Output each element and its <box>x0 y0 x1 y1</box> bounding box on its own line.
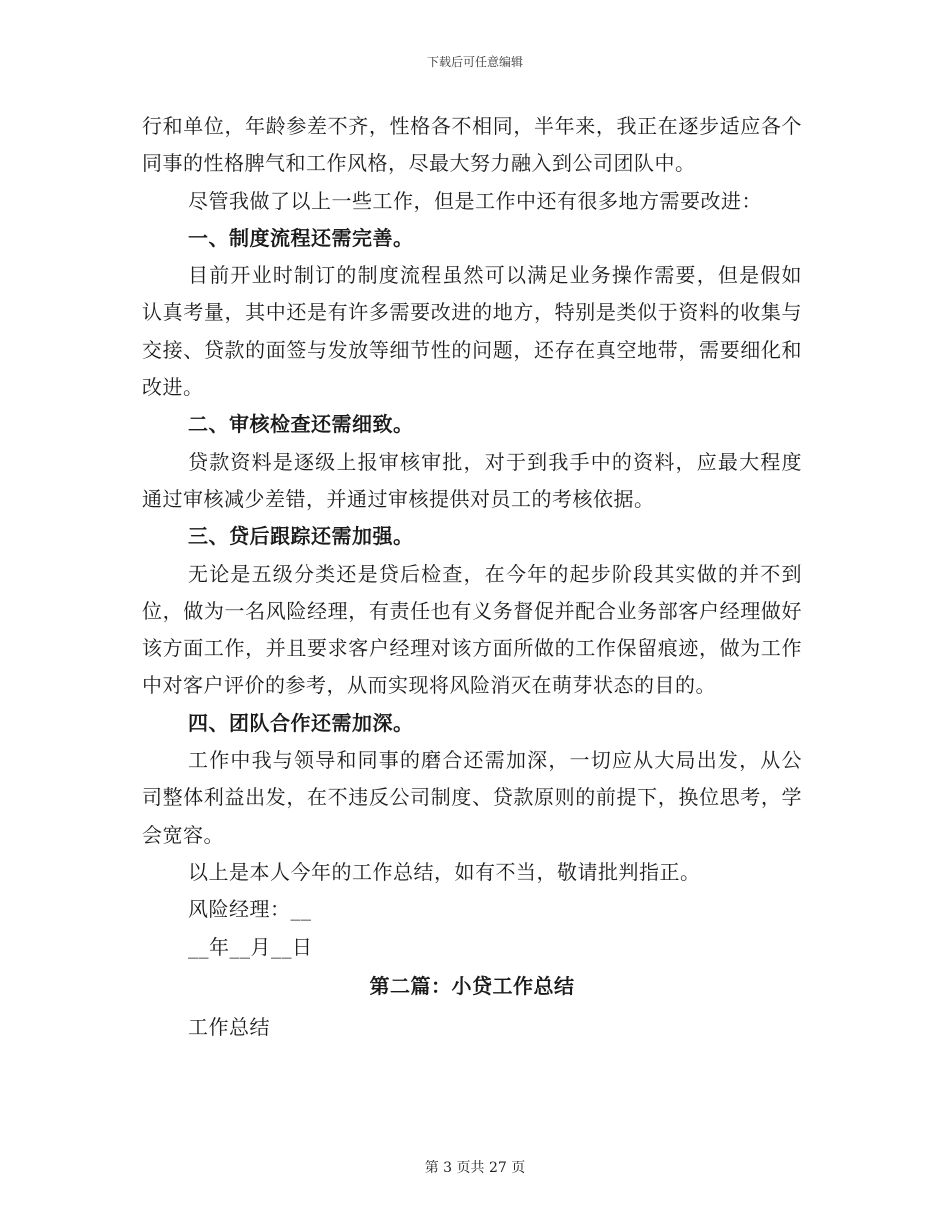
chapter-title: 第二篇：小贷工作总结 <box>369 973 575 998</box>
paragraph: 无论是五级分类还是贷后检查，在今年的起步阶段其实做的并不到位，做为一名风险经理，有责任也有义务督促并配合业务部客户经理做好该方面工作，并且要求客户经理对该方面所做的工作保留痕迹，做为工作中对客户评价的参考，从而实现将风险消灭在萌芽状态的目的。 <box>142 561 802 698</box>
section-heading: 四、团队合作还需加深。 <box>188 710 414 735</box>
paragraph-continued: 行和单位，年龄参差不齐，性格各不相同，半年来，我正在逐步适应各个同事的性格脾气和工作风格，尽最大努力融入到公司团队中。 <box>142 114 802 176</box>
section-heading: 二、审核检查还需细致。 <box>188 412 414 437</box>
page-header: 下载后可任意编辑 <box>426 55 523 69</box>
section-heading: 三、贷后跟踪还需加强。 <box>188 524 414 549</box>
paragraph: 贷款资料是逐级上报审核审批，对于到我手中的资料，应最大程度通过审核减少差错，并通过审核提供对员工的考核依据。 <box>142 449 802 511</box>
page-footer: 第 3 页共 27 页 <box>424 1160 526 1176</box>
document-body <box>142 108 802 1046</box>
signature-line: 风险经理：__ <box>188 897 312 922</box>
section-heading: 一、制度流程还需完善。 <box>188 225 414 250</box>
paragraph: 工作中我与领导和同事的磨合还需加深，一切应从大局出发，从公司整体利益出发，在不违反公司制度、贷款原则的前提下，换位思考，学会宽容。 <box>142 748 802 847</box>
paragraph: 工作总结 <box>188 1015 270 1040</box>
paragraph: 尽管我做了以上一些工作，但是工作中还有很多地方需要改进： <box>188 188 762 213</box>
date-line: __年__月__日 <box>188 934 313 959</box>
paragraph: 目前开业时制订的制度流程虽然可以满足业务操作需要，但是假如认真考量，其中还是有许多需要改进的地方，特别是类似于资料的收集与交接、贷款的面签与发放等细节性的问题，还存在真空地带，需要细化和改进。 <box>142 263 802 400</box>
closing-line: 以上是本人今年的工作总结，如有不当，敬请批判指正。 <box>188 859 701 884</box>
